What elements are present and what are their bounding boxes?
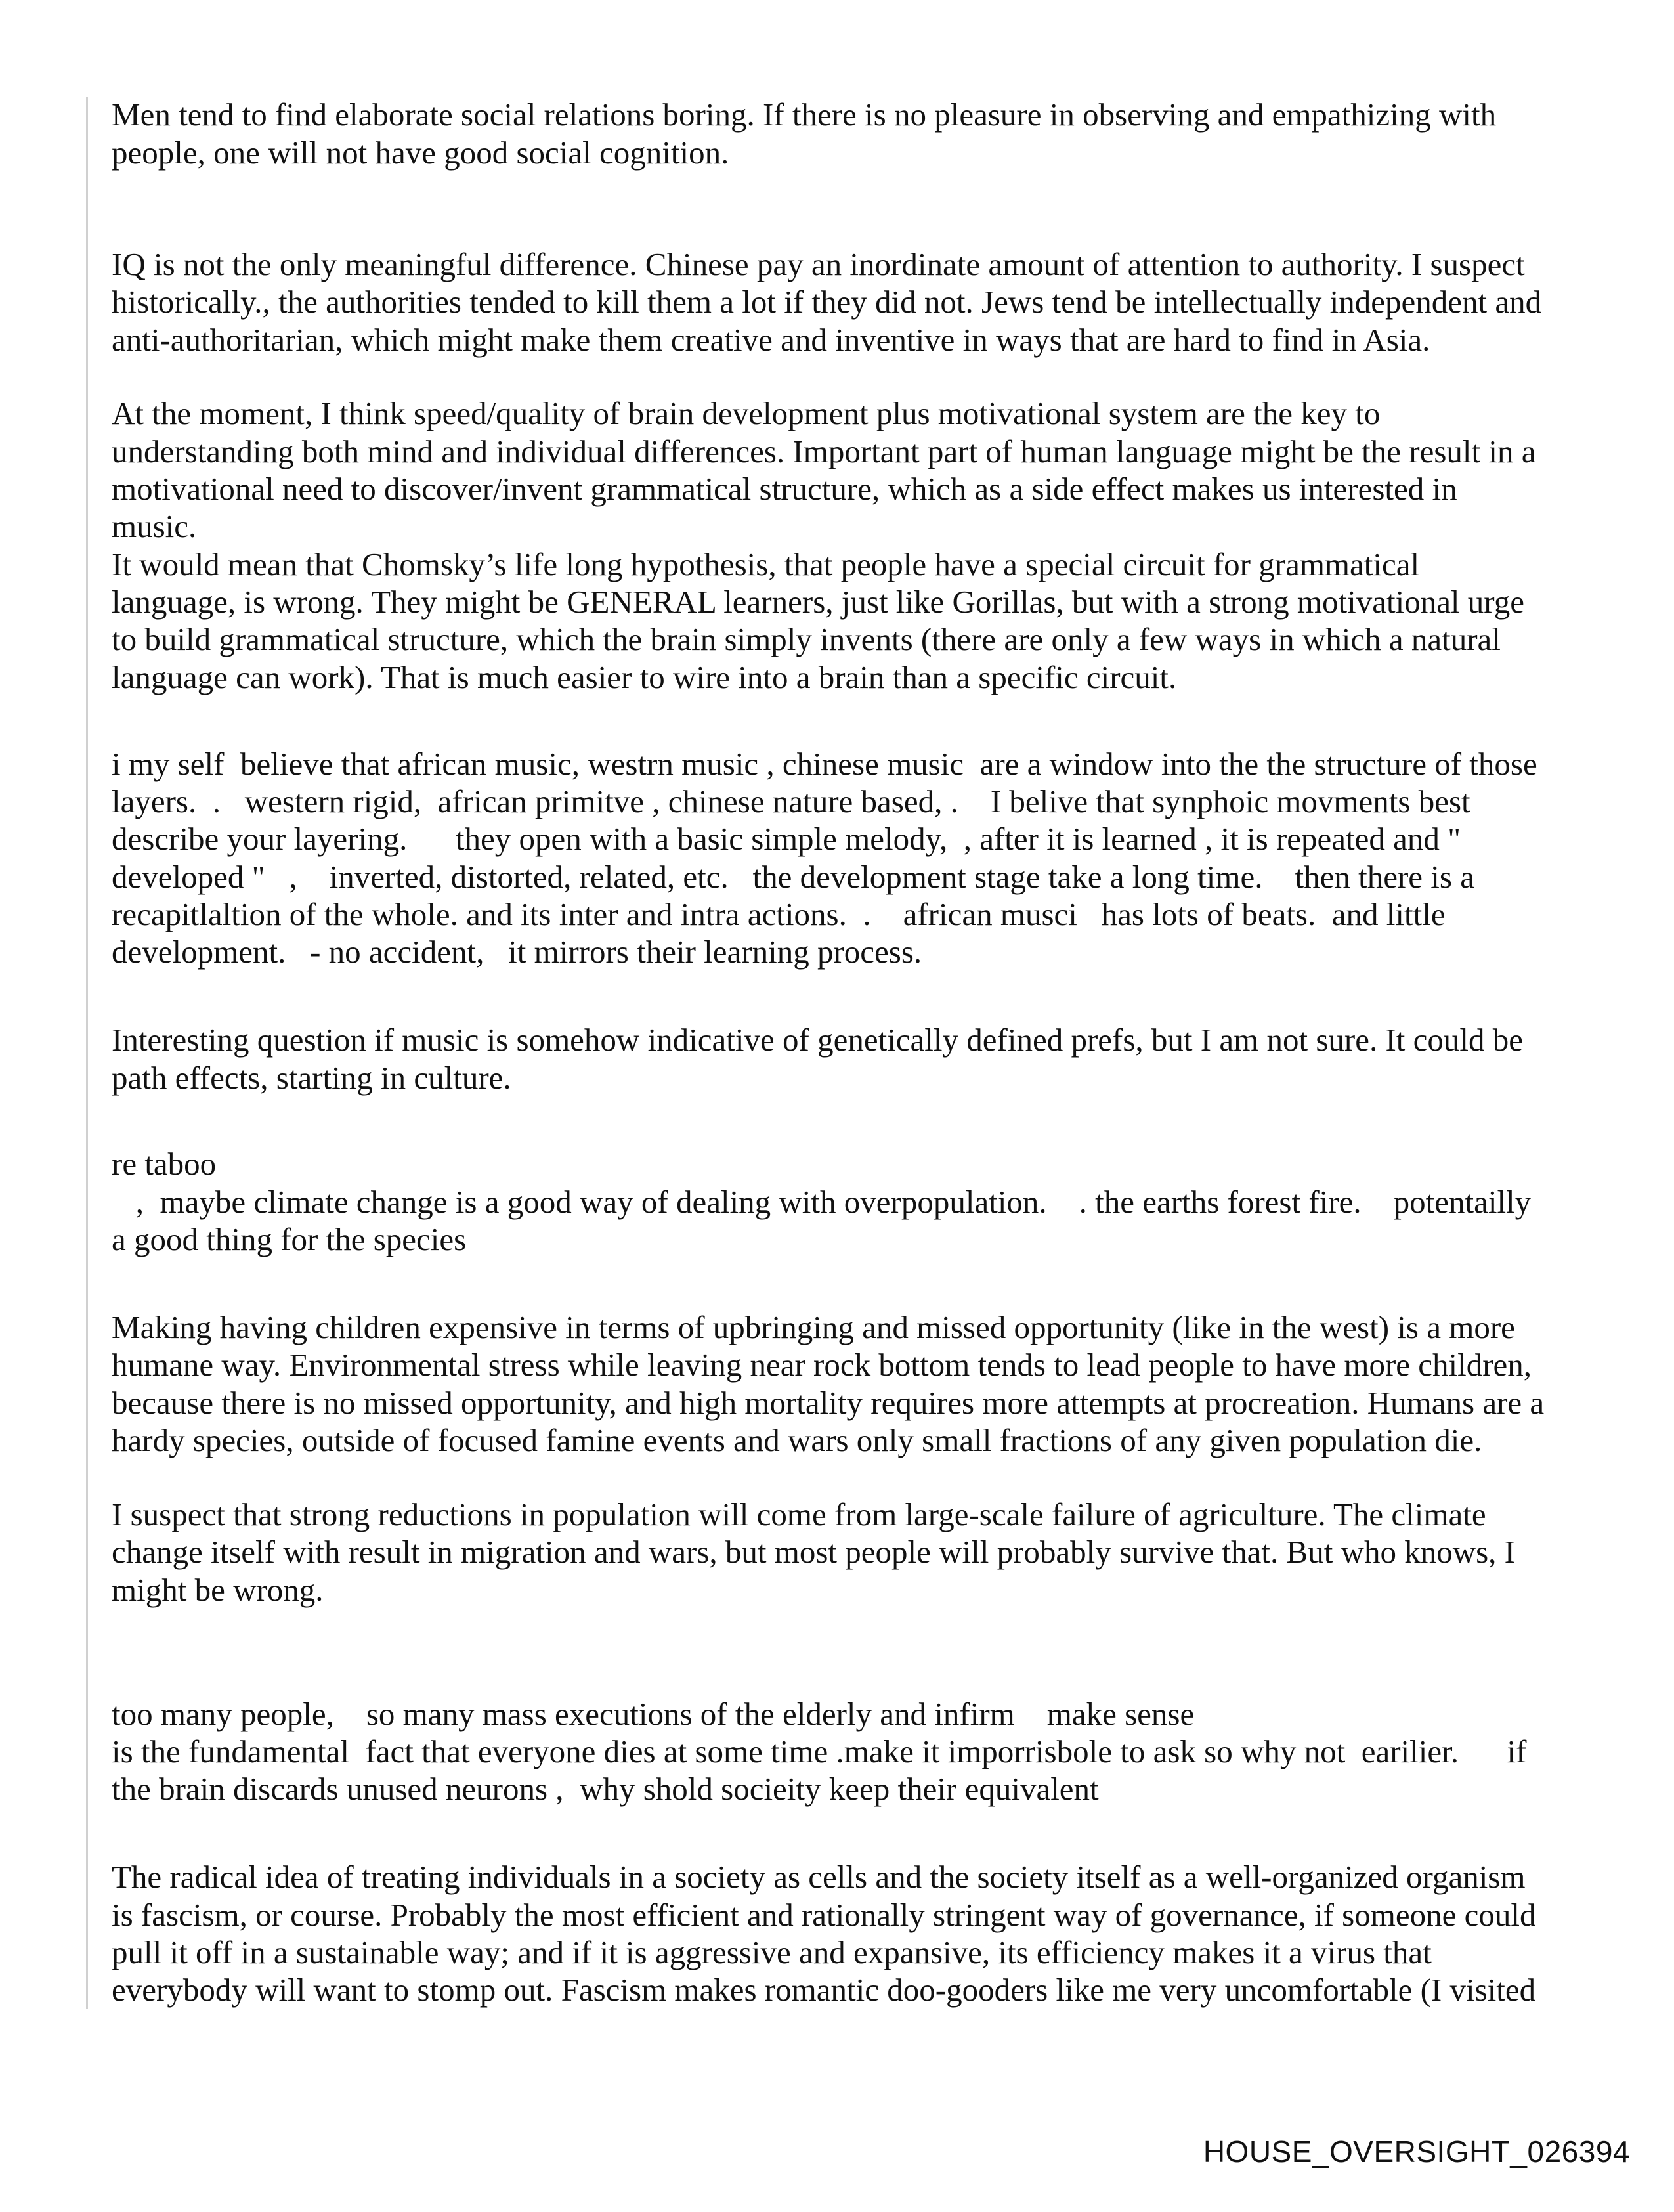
paragraph-7-line: because there is no missed opportunity, and high mortality requires more attempts at procreation. Humans are a <box>112 1385 1545 1421</box>
paragraph-3-line: language, is wrong. They might be GENERAL learners, just like Gorillas, but with a strong motivational urge <box>112 584 1524 620</box>
paragraph-4-line: developed " , inverted, distorted, related, etc. the development stage take a long time. then there is a <box>112 859 1474 895</box>
paragraph-3-line: music. <box>112 508 197 544</box>
paragraph-3-line: understanding both mind and individual differences. Important part of human language might be the result in a <box>112 433 1536 469</box>
paragraph-3-line: motivational need to discover/invent grammatical structure, which as a side effect makes us interested in <box>112 471 1457 507</box>
paragraph-2-line: anti-authoritarian, which might make them creative and inventive in ways that are hard to find in Asia. <box>112 322 1430 358</box>
paragraph-7-line: hardy species, outside of focused famine events and wars only small fractions of any given population die. <box>112 1422 1482 1458</box>
paragraph-6-line: a good thing for the species <box>112 1221 467 1257</box>
paragraph-10-line: The radical idea of treating individuals in a society as cells and the society itself as a well-organized organism <box>112 1859 1526 1895</box>
paragraph-5-line: path effects, starting in culture. <box>112 1060 511 1096</box>
paragraph-10-line: pull it off in a sustainable way; and if it is aggressive and expansive, its efficiency makes it a virus that <box>112 1934 1432 1970</box>
paragraph-4-line: development. - no accident, it mirrors their learning process. <box>112 934 922 970</box>
paragraph-1-line: people, one will not have good social cognition. <box>112 135 729 171</box>
paragraph-3-line: language can work). That is much easier to wire into a brain than a specific circuit. <box>112 659 1177 695</box>
paragraph-9-line: is the fundamental fact that everyone dies at some time .make it imporrisbole to ask so why not earilier. if <box>112 1733 1527 1769</box>
paragraph-2-line: historically., the authorities tended to kill them a lot if they did not. Jews tend be intellectually independent and <box>112 284 1542 320</box>
bates-stamp: HOUSE_OVERSIGHT_026394 <box>1203 2135 1630 2169</box>
paragraph-4-line: i my self believe that african music, westrn music , chinese music are a window into the the structure of those <box>112 746 1537 782</box>
paragraph-3-line: It would mean that Chomsky’s life long hypothesis, that people have a special circuit for grammatical <box>112 546 1420 582</box>
paragraph-10-line: is fascism, or course. Probably the most efficient and rationally stringent way of governance, if someone could <box>112 1897 1536 1933</box>
paragraph-8-line: might be wrong. <box>112 1572 324 1608</box>
paragraph-8-line: change itself with result in migration and wars, but most people will probably survive that. But who knows, I <box>112 1534 1515 1570</box>
paragraph-6-line: , maybe climate change is a good way of dealing with overpopulation. . the earths forest fire. potentailly <box>112 1184 1532 1220</box>
paragraph-9-line: the brain discards unused neurons , why shold socieity keep their equivalent <box>112 1771 1099 1807</box>
paragraph-2-line: IQ is not the only meaningful difference. Chinese pay an inordinate amount of attention to authority. I suspect <box>112 246 1525 282</box>
paragraph-3-line: At the moment, I think speed/quality of brain development plus motivational system are the key to <box>112 395 1381 431</box>
paragraph-8-line: I suspect that strong reductions in population will come from large-scale failure of agriculture. The climate <box>112 1496 1486 1532</box>
paragraph-4-line: layers. . western rigid, african primitve , chinese nature based, . I belive that synphoic movments best <box>112 783 1470 819</box>
paragraph-4-line: recapitlaltion of the whole. and its inter and intra actions. . african musci has lots of beats. and little <box>112 896 1446 932</box>
paragraph-3-line: to build grammatical structure, which the brain simply invents (there are only a few ways in which a natural <box>112 621 1501 657</box>
paragraph-7-line: humane way. Environmental stress while leaving near rock bottom tends to lead people to have more children, <box>112 1347 1532 1383</box>
paragraph-1-line: Men tend to find elaborate social relations boring. If there is no pleasure in observing and empathizing with <box>112 97 1497 133</box>
margin-rule <box>86 97 88 2009</box>
paragraph-7-line: Making having children expensive in terms of upbringing and missed opportunity (like in the west) is a more <box>112 1309 1515 1345</box>
paragraph-10-line: everybody will want to stomp out. Fascism makes romantic doo-gooders like me very uncomfortable (I visited <box>112 1972 1536 2008</box>
paragraph-6-line: re taboo <box>112 1146 217 1182</box>
paragraph-5-line: Interesting question if music is somehow indicative of genetically defined prefs, but I am not sure. It could be <box>112 1022 1523 1058</box>
paragraph-9-line: too many people, so many mass executions of the elderly and infirm make sense <box>112 1696 1195 1732</box>
paragraph-4-line: describe your layering. they open with a basic simple melody, , after it is learned , it is repeated and " <box>112 821 1461 857</box>
